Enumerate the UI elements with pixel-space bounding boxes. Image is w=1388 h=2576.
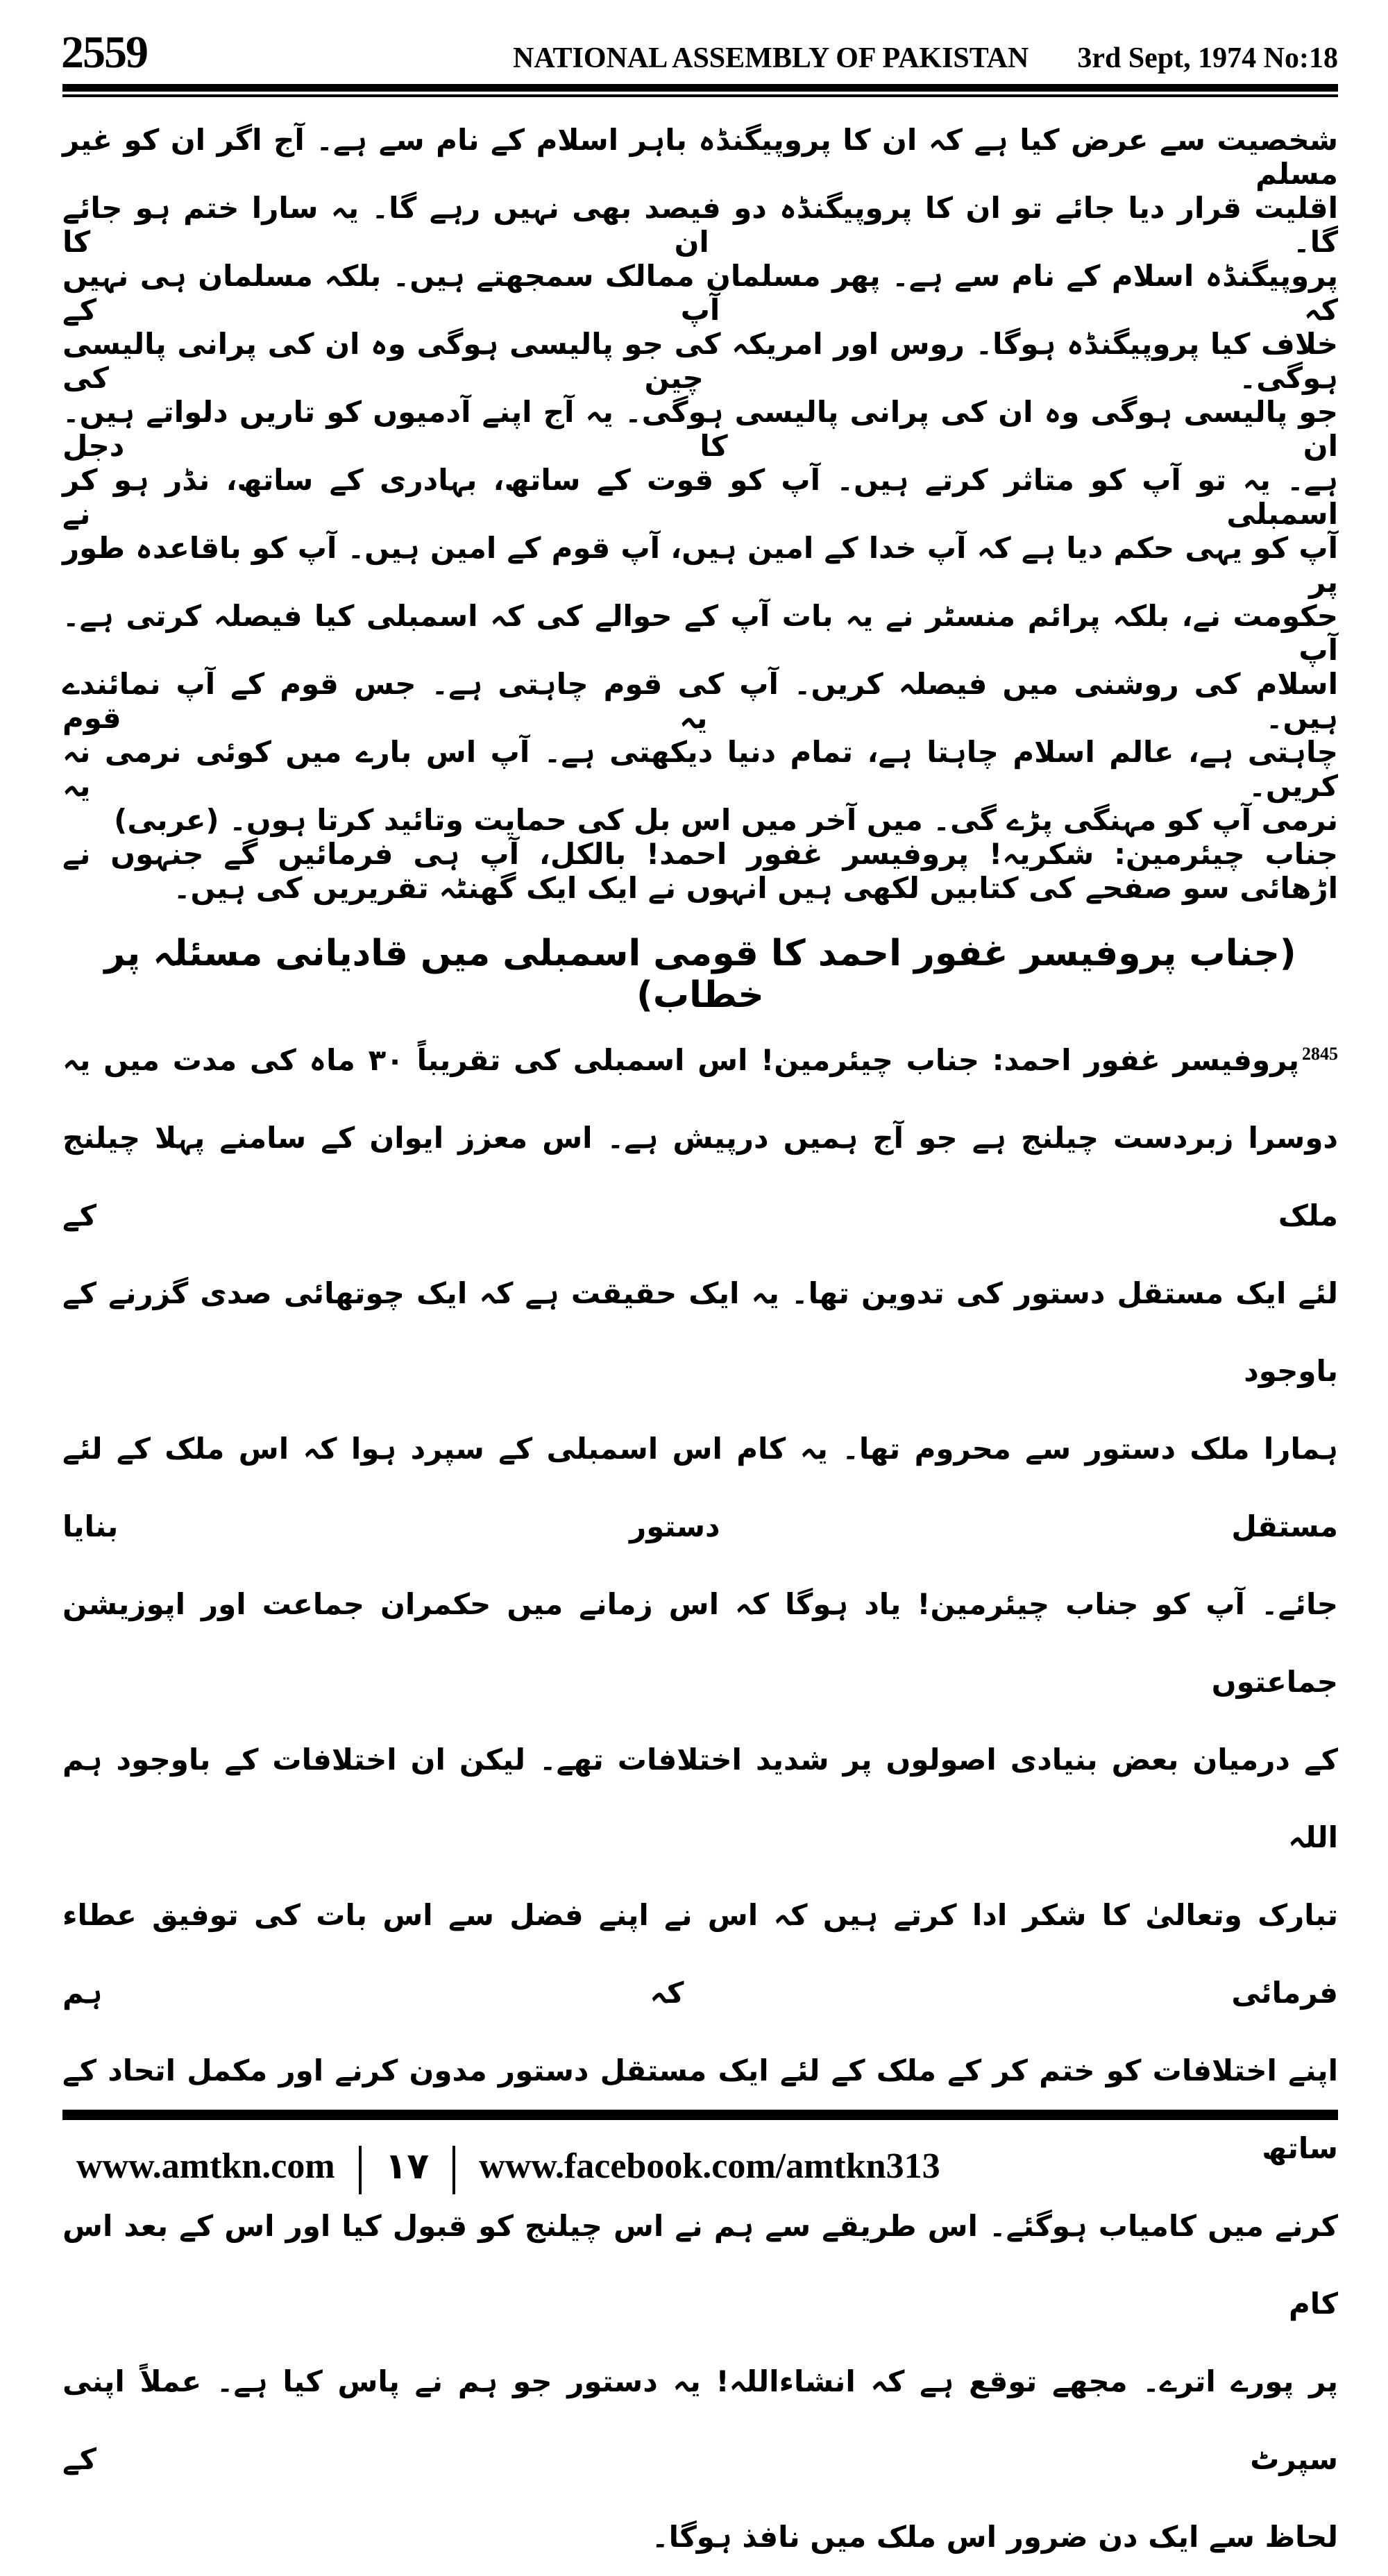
header-rule-thick xyxy=(62,84,1338,92)
text-line: پر پورے اترے۔ مجھے توقع ہے کہ انشاءاللہ! یہ دستور جو ہم نے پاس کیا ہے۔ عملاً اپنی سپرٹ کے xyxy=(62,2364,1338,2476)
speech-first-line-text: پروفیسر غفور احمد: جناب چیئرمین! اس اسمبلی کی تقریباً ۳۰ ماہ کی مدت میں یہ xyxy=(62,1043,1299,1077)
footer-separator xyxy=(359,2146,362,2194)
chairman-speech-line: جناب چیئرمین: شکریہ! پروفیسر غفور احمد! بالکل، آپ ہی فرمائیں گے جنہوں نے xyxy=(62,837,1338,871)
facebook-link[interactable]: www.facebook.com/amtkn313 xyxy=(479,2146,940,2186)
text-line: حکومت نے، بلکہ پرائم منسٹر نے یہ بات آپ کے حوالے کی کہ اسمبلی کیا فیصلہ کرتی ہے۔ آپ xyxy=(62,599,1338,667)
text-line: لئے ایک مستقل دستور کی تدوین تھا۔ یہ ایک حقیقت ہے کہ ایک چوتھائی صدی گزرنے کے باوجود xyxy=(62,1276,1338,1388)
body-text xyxy=(62,123,1338,2576)
section-heading: (جناب پروفیسر غفور احمد کا قومی اسمبلی میں قادیانی مسئلہ پر خطاب) xyxy=(104,933,1296,1016)
footer-separator xyxy=(452,2146,455,2194)
text-line: جو پالیسی ہوگی وہ ان کی پرانی پالیسی ہوگی۔ یہ آج اپنے آدمیوں کو تاریں دلواتے ہیں۔ ان کا دجل xyxy=(62,395,1338,463)
text-line: کے درمیان بعض بنیادی اصولوں پر شدید اختلافات تھے۔ لیکن ان اختلافات کے باوجود ہم اللہ xyxy=(62,1743,1338,1854)
text-line: اڑھائی سو صفحے کی کتابیں لکھی ہیں انہوں نے ایک ایک گھنٹہ تقریریں کی ہیں۔ xyxy=(173,871,1338,905)
page-footer xyxy=(76,2146,1332,2194)
text-line: تبارک وتعالیٰ کا شکر ادا کرتے ہیں کہ اس نے اپنے فضل سے اس بات کی توفیق عطاء فرمائی کہ ہم xyxy=(62,1898,1338,2010)
header-right xyxy=(513,42,1338,75)
text-line: آپ کو یہی حکم دیا ہے کہ آپ خدا کے امین ہیں، آپ قوم کے امین ہیں۔ آپ کو باقاعدہ طور پر xyxy=(62,531,1338,599)
text-line: خلاف کیا پروپیگنڈہ ہوگا۔ روس اور امریکہ کی جو پالیسی ہوگی وہ ان کی پرانی پالیسی ہوگی۔ چین کی xyxy=(62,327,1338,395)
footnote-marker: 2845 xyxy=(1301,1044,1338,1064)
publication-title: NATIONAL ASSEMBLY OF PAKISTAN xyxy=(513,42,1029,74)
text-line: لحاظ سے ایک دن ضرور اس ملک میں نافذ ہوگا۔ xyxy=(651,2520,1338,2554)
text-line: نرمی آپ کو مہنگی پڑے گی۔ میں آخر میں اس بل کی حمایت وتائید کرتا ہوں۔ (عربی) xyxy=(114,803,1338,837)
speech-first-line xyxy=(62,1022,1338,1099)
text-line: اپنے اختلافات کو ختم کر کے ملک کے لئے ایک مستقل دستور مدون کرنے اور مکمل اتحاد کے ساتھ xyxy=(62,2053,1338,2165)
text-line: اقلیت قرار دیا جائے تو ان کا پروپیگنڈہ دو فیصد بھی نہیں رہے گا۔ یہ سارا ختم ہو جائے گا۔ ان کا xyxy=(62,191,1338,259)
text-line: پروپیگنڈہ اسلام کے نام سے ہے۔ پھر مسلمان ممالک سمجھتے ہیں۔ بلکہ مسلمان ہی نہیں کہ آپ کے xyxy=(62,259,1338,327)
website-link[interactable]: www.amtkn.com xyxy=(76,2146,335,2186)
text-line: اسلام کی روشنی میں فیصلہ کریں۔ آپ کی قوم چاہتی ہے۔ جس قوم کے آپ نمائندے ہیں۔ یہ قوم xyxy=(62,667,1338,735)
text-line: شخصیت سے عرض کیا ہے کہ ان کا پروپیگنڈہ باہر اسلام کے نام سے ہے۔ آج اگر ان کو غیر مسلم xyxy=(62,123,1338,191)
text-line: چاہتی ہے، عالم اسلام چاہتا ہے، تمام دنیا دیکھتی ہے۔ آپ اس بارے میں کوئی نرمی نہ کریں۔ یہ xyxy=(62,735,1338,803)
text-line: کرنے میں کامیاب ہوگئے۔ اس طریقے سے ہم نے اس چیلنج کو قبول کیا اور اس کے بعد اس کام xyxy=(62,2209,1338,2321)
text-line: ہے۔ یہ تو آپ کو متاثر کرتے ہیں۔ آپ کو قوت کے ساتھ، بہادری کے ساتھ، نڈر ہو کر اسمبلی نے xyxy=(62,463,1338,531)
session-date-number: 3rd Sept, 1974 No:18 xyxy=(1077,42,1338,74)
page-header xyxy=(61,26,1338,79)
header-rule-thin xyxy=(62,94,1338,97)
text-line: جائے۔ آپ کو جناب چیئرمین! یاد ہوگا کہ اس زمانے میں حکمران جماعت اور اپوزیشن جماعتوں xyxy=(62,1587,1338,1699)
text-line: ہمارا ملک دستور سے محروم تھا۔ یہ کام اس اسمبلی کے سپرد ہوا کہ اس ملک کے لئے مستقل دستور بنایا xyxy=(62,1432,1338,1543)
text-line: دوسرا زبردست چیلنج ہے جو آج ہمیں درپیش ہے۔ اس معزز ایوان کے سامنے پہلا چیلنج ملک کے xyxy=(62,1121,1338,1232)
footer-page-number: ۱۷ xyxy=(384,2146,430,2187)
page-number: 2559 xyxy=(61,27,147,78)
footer-rule xyxy=(62,2110,1338,2120)
